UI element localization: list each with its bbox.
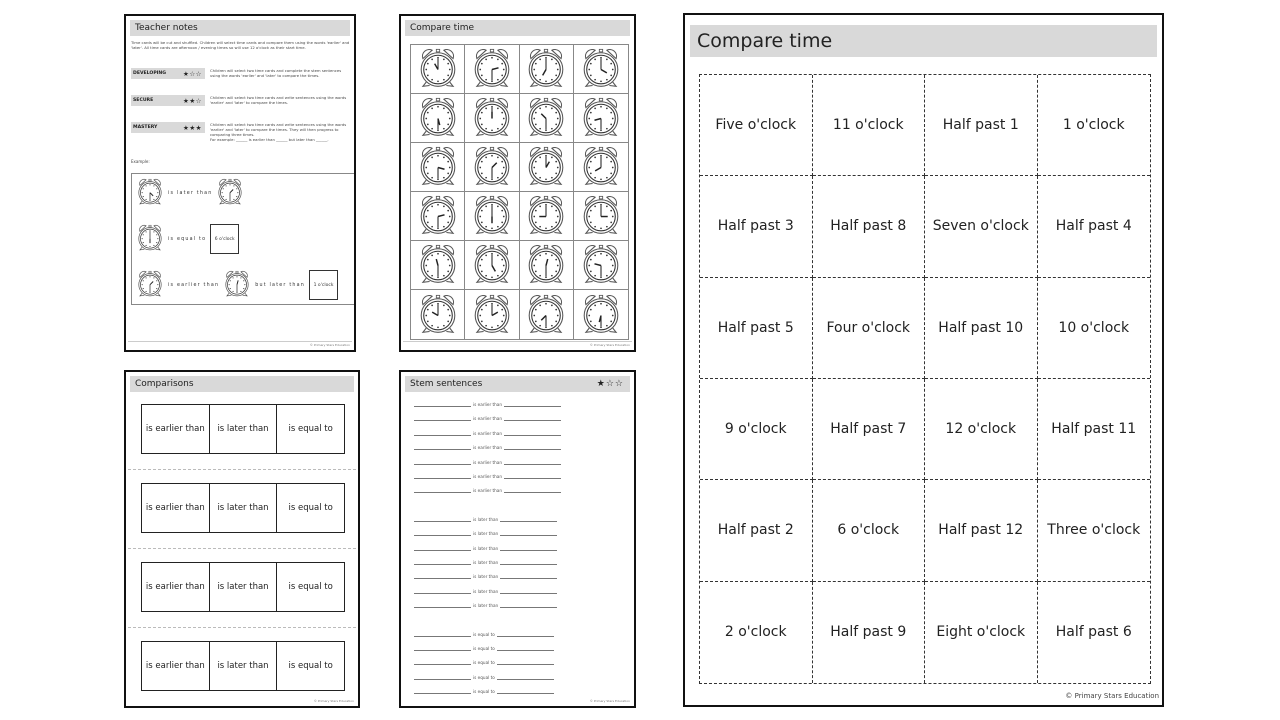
answer-blank[interactable] — [414, 517, 471, 522]
copyright: © Primary Stars Education — [309, 343, 350, 347]
answer-blank[interactable] — [504, 488, 561, 493]
alarm-clock-icon — [136, 223, 164, 255]
star-rating-icon: ★☆☆ — [183, 69, 202, 78]
level-name: MASTERY — [133, 125, 158, 130]
answer-blank[interactable] — [414, 416, 471, 421]
level-description: Children will select two time cards and write sentences using the words 'earlier' and 'later' to compare the times. — [210, 95, 347, 105]
time-card[interactable]: Half past 3 — [700, 176, 813, 277]
page-header — [690, 25, 1157, 57]
stem-sentence — [414, 416, 561, 421]
answer-blank[interactable] — [500, 574, 557, 579]
footer-divider — [128, 341, 352, 342]
answer-blank[interactable] — [414, 488, 471, 493]
alarm-clock-icon — [136, 269, 164, 301]
answer-blank[interactable] — [504, 445, 561, 450]
stem-phrase: is earlier than — [473, 474, 503, 479]
stem-sentence — [414, 632, 554, 637]
alarm-clock-icon — [471, 95, 513, 141]
stem-phrase: is earlier than — [473, 445, 503, 451]
level-name: SECURE — [133, 98, 154, 103]
example-label: Example: — [131, 159, 150, 164]
stem-phrase: is equal to — [473, 674, 495, 680]
comparison-card[interactable]: is later than — [210, 405, 278, 453]
alarm-clock-icon — [417, 95, 459, 141]
time-card-grid — [699, 74, 1151, 684]
alarm-clock-icon — [471, 144, 513, 190]
clock-card[interactable] — [574, 143, 628, 192]
answer-blank[interactable] — [504, 474, 561, 479]
answer-blank[interactable] — [414, 603, 471, 608]
alarm-clock-icon — [417, 242, 459, 288]
clock-card[interactable] — [574, 290, 628, 339]
clock-card[interactable] — [520, 45, 574, 94]
copyright: © Primary Stars Education — [313, 699, 354, 703]
page-header — [130, 20, 350, 36]
answer-blank[interactable] — [414, 445, 471, 450]
answer-blank[interactable] — [497, 632, 554, 637]
level-mastery — [131, 122, 205, 133]
answer-blank[interactable] — [414, 531, 471, 536]
alarm-clock-icon — [580, 46, 622, 92]
alarm-clock-icon — [580, 242, 622, 288]
time-card[interactable]: Half past 5 — [700, 278, 813, 379]
comparison-strip — [141, 641, 345, 691]
alarm-clock-icon — [580, 193, 622, 239]
comparison-strip — [141, 483, 345, 533]
stem-phrase: is earlier than — [473, 402, 503, 407]
stem-phrase: is earlier than — [473, 430, 503, 436]
time-card[interactable]: Eight o'clock — [925, 582, 1038, 683]
stem-phrase: is equal to — [473, 660, 495, 666]
clock-card[interactable] — [411, 192, 465, 241]
answer-blank[interactable] — [497, 675, 554, 680]
compare-time-clocks-page — [399, 14, 636, 352]
time-card[interactable]: 10 o'clock — [1038, 278, 1151, 379]
clock-card[interactable] — [465, 94, 519, 143]
stem-sentence — [414, 431, 561, 436]
clock-card[interactable] — [465, 192, 519, 241]
page-title: Teacher notes — [135, 23, 198, 33]
answer-blank[interactable] — [414, 546, 471, 551]
answer-blank[interactable] — [414, 646, 471, 651]
answer-blank[interactable] — [414, 574, 471, 579]
stem-sentence — [414, 517, 557, 522]
star-rating-icon: ★★★ — [183, 123, 202, 132]
cut-line — [128, 548, 356, 549]
stem-phrase: is later than — [473, 516, 499, 522]
clock-card[interactable] — [465, 290, 519, 339]
answer-blank[interactable] — [504, 402, 561, 407]
clock-card[interactable] — [465, 143, 519, 192]
alarm-clock-icon — [580, 292, 622, 338]
time-card[interactable]: Three o'clock — [1038, 480, 1151, 581]
stem-sentence — [414, 646, 554, 651]
answer-blank[interactable] — [500, 603, 557, 608]
time-card[interactable]: Five o'clock — [700, 75, 813, 176]
comparison-card[interactable]: is later than — [210, 484, 278, 532]
alarm-clock-icon — [417, 46, 459, 92]
clock-card[interactable] — [520, 94, 574, 143]
alarm-clock-icon — [471, 46, 513, 92]
answer-blank[interactable] — [414, 675, 471, 680]
example-row — [136, 176, 244, 210]
alarm-clock-icon — [525, 193, 567, 239]
time-card[interactable]: Half past 4 — [1038, 176, 1151, 277]
example-phrase: but later than — [255, 282, 306, 288]
stem-sentence — [414, 474, 561, 479]
stem-sentence — [414, 660, 554, 665]
clock-card[interactable] — [520, 241, 574, 290]
answer-blank[interactable] — [504, 416, 561, 421]
comparison-card[interactable]: is equal to — [288, 503, 333, 513]
comparison-card[interactable]: is earlier than — [142, 563, 210, 611]
copyright: © Primary Stars Education — [589, 699, 630, 703]
time-card[interactable]: Half past 6 — [1055, 624, 1132, 641]
answer-blank[interactable] — [500, 546, 557, 551]
intro-text: Time cards will be cut and shuffled. Children will select time cards and compare them using the words 'earlier' and 'later'. All time cards are afternoon / evening times so will use 12 o'clock as their start time. — [131, 40, 350, 50]
stem-phrase: is later than — [473, 603, 499, 609]
alarm-clock-icon — [525, 292, 567, 338]
answer-blank[interactable] — [497, 646, 554, 651]
alarm-clock-icon — [580, 95, 622, 141]
answer-blank[interactable] — [500, 560, 557, 565]
stem-sentences-page — [399, 370, 636, 708]
comparison-card[interactable]: is earlier than — [142, 642, 210, 690]
clock-card[interactable] — [411, 45, 465, 94]
clock-card[interactable] — [411, 241, 465, 290]
comparison-strip — [141, 404, 345, 454]
clock-card[interactable] — [520, 290, 574, 339]
stem-sentence — [414, 560, 557, 565]
page-header — [405, 376, 630, 392]
star-rating-icon: ★★☆ — [183, 96, 202, 105]
answer-blank[interactable] — [504, 460, 561, 465]
time-card[interactable]: 12 o'clock — [925, 379, 1038, 480]
stem-phrase: is equal to — [473, 646, 495, 651]
example-row — [136, 222, 239, 256]
answer-blank[interactable] — [414, 460, 471, 465]
comparison-card[interactable]: is equal to — [288, 424, 333, 434]
answer-blank[interactable] — [414, 402, 471, 407]
time-card[interactable]: 11 o'clock — [813, 75, 926, 176]
stem-sentence — [414, 546, 557, 551]
clock-card[interactable] — [465, 241, 519, 290]
time-card[interactable]: Half past 2 — [700, 480, 813, 581]
clock-card[interactable] — [411, 290, 465, 339]
page-header — [130, 376, 354, 392]
time-card[interactable]: 1 o'clock — [1038, 75, 1151, 176]
example-time-card: 6 o'clock — [210, 224, 239, 254]
alarm-clock-icon — [525, 242, 567, 288]
level-developing — [131, 68, 205, 79]
alarm-clock-icon — [525, 95, 567, 141]
example-row — [136, 268, 338, 302]
alarm-clock-icon — [417, 193, 459, 239]
clock-card[interactable] — [574, 241, 628, 290]
alarm-clock-icon — [471, 242, 513, 288]
stem-sentence — [414, 402, 561, 407]
stem-phrase: is equal to — [473, 689, 495, 695]
stem-phrase: is later than — [473, 588, 499, 594]
alarm-clock-icon — [417, 292, 459, 338]
comparison-card[interactable]: is equal to — [288, 661, 333, 671]
time-card[interactable]: Half past 1 — [925, 75, 1038, 176]
page-title: Compare time — [697, 30, 833, 52]
alarm-clock-icon — [525, 46, 567, 92]
cut-line — [128, 627, 356, 628]
clock-card[interactable] — [411, 143, 465, 192]
page-title: Comparisons — [135, 379, 194, 389]
answer-blank[interactable] — [497, 660, 554, 665]
clock-card[interactable] — [574, 45, 628, 94]
answer-blank[interactable] — [414, 560, 471, 565]
answer-blank[interactable] — [504, 431, 561, 436]
example-phrase: is later than — [168, 190, 213, 196]
stem-sentence — [414, 675, 554, 680]
comparison-card[interactable]: is later than — [210, 642, 278, 690]
comparison-strip — [141, 562, 345, 612]
alarm-clock-icon — [136, 177, 164, 209]
stem-sentence — [414, 574, 557, 579]
answer-blank[interactable] — [414, 660, 471, 665]
time-card[interactable]: Half past 10 — [925, 278, 1038, 379]
comparison-card[interactable]: is earlier than — [142, 405, 210, 453]
level-name: DEVELOPING — [133, 71, 167, 76]
time-card[interactable]: 2 o'clock — [700, 582, 813, 683]
time-card[interactable]: Half past 12 — [925, 480, 1038, 581]
answer-blank[interactable] — [414, 431, 471, 436]
example-time-card: 1 o'clock — [309, 270, 338, 300]
stem-phrase: is equal to — [473, 631, 495, 637]
page-header — [405, 20, 630, 36]
alarm-clock-icon — [471, 193, 513, 239]
star-rating-icon: ★☆☆ — [596, 379, 624, 389]
answer-blank[interactable] — [414, 632, 471, 637]
time-card[interactable]: Half past 9 — [813, 582, 926, 683]
time-card[interactable]: Half past 8 — [813, 176, 926, 277]
answer-blank[interactable] — [414, 474, 471, 479]
answer-blank[interactable] — [500, 531, 557, 536]
alarm-clock-icon — [471, 292, 513, 338]
page-title: Stem sentences — [410, 379, 483, 389]
clock-card[interactable] — [411, 94, 465, 143]
clock-card[interactable] — [465, 45, 519, 94]
stem-sentence — [414, 488, 561, 493]
level-secure — [131, 95, 205, 106]
stem-phrase: is later than — [473, 574, 499, 580]
time-card[interactable]: 9 o'clock — [700, 379, 813, 480]
stem-phrase: is earlier than — [473, 416, 503, 422]
comparison-card[interactable]: is equal to — [288, 582, 333, 592]
stem-phrase: is later than — [473, 560, 499, 565]
comparisons-page — [124, 370, 360, 708]
stem-sentence — [414, 603, 557, 608]
answer-blank[interactable] — [414, 689, 471, 694]
stem-phrase: is later than — [473, 545, 499, 551]
alarm-clock-icon — [580, 144, 622, 190]
clock-grid — [410, 44, 629, 340]
stem-sentence — [414, 531, 557, 536]
alarm-clock-icon — [417, 144, 459, 190]
stem-phrase: is earlier than — [473, 488, 503, 494]
example-phrase: is earlier than — [168, 282, 220, 288]
copyright: © Primary Stars Education — [1065, 692, 1159, 700]
example-box — [131, 173, 355, 305]
answer-blank[interactable] — [414, 589, 471, 594]
time-card[interactable]: Four o'clock — [813, 278, 926, 379]
time-card[interactable]: Half past 11 — [1038, 379, 1151, 480]
stem-phrase: is later than — [473, 531, 499, 537]
level-example-text: For example: ______ is earlier than ______ but later than ______. — [210, 137, 329, 142]
clock-card[interactable] — [520, 192, 574, 241]
time-card[interactable]: 6 o'clock — [813, 480, 926, 581]
time-card[interactable]: Seven o'clock — [925, 176, 1038, 277]
level-description-text: Children will select two time cards and write sentences using the words 'earlier' and 'later' to compare the times. They will then progress to comparing three times. — [210, 122, 347, 137]
cut-line — [128, 469, 356, 470]
comparison-card[interactable]: is later than — [210, 563, 278, 611]
compare-time-cards-page — [683, 13, 1164, 707]
stem-phrase: is earlier than — [473, 459, 503, 465]
answer-blank[interactable] — [500, 589, 557, 594]
comparison-card[interactable]: is earlier than — [142, 484, 210, 532]
teacher-notes-page — [124, 14, 356, 352]
alarm-clock-icon — [223, 269, 251, 301]
alarm-clock-icon — [525, 144, 567, 190]
level-description: Children will select two time cards and complete the stem sentences using the words 'earlier' and 'later' to compare the times. — [210, 68, 342, 78]
example-phrase: is equal to — [168, 236, 207, 242]
clock-card[interactable] — [520, 143, 574, 192]
alarm-clock-icon — [216, 177, 244, 209]
stem-sentence — [414, 589, 557, 594]
time-card[interactable]: Half past 7 — [813, 379, 926, 480]
footer-divider — [403, 341, 632, 342]
answer-blank[interactable] — [497, 689, 554, 694]
page-title: Compare time — [410, 23, 475, 33]
stem-sentence — [414, 445, 561, 450]
clock-card[interactable] — [574, 94, 628, 143]
copyright: © Primary Stars Education — [589, 343, 630, 347]
stem-sentence — [414, 689, 554, 694]
clock-card[interactable] — [574, 192, 628, 241]
stem-sentence — [414, 460, 561, 465]
answer-blank[interactable] — [500, 517, 557, 522]
level-description — [210, 122, 350, 142]
